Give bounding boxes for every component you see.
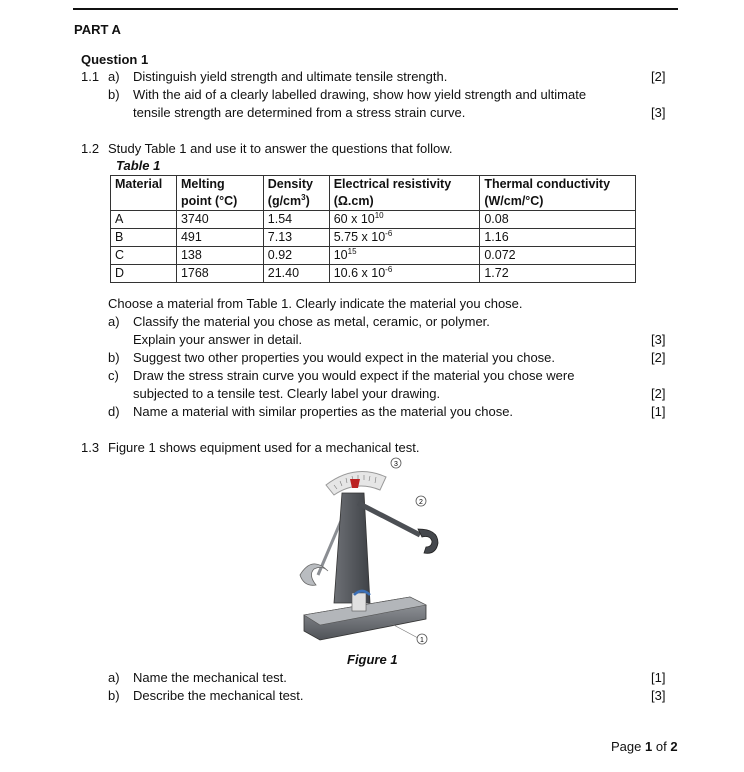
pendulum-hammer-left [300, 564, 328, 585]
cell-density: 7.13 [263, 229, 329, 247]
header-conductivity-l2: (W/cm/°C) [480, 193, 636, 211]
cell-conductivity: 1.72 [480, 265, 636, 283]
header-melting-l2: point (°C) [176, 193, 263, 211]
cell-resistivity: $10^{15}$ [329, 247, 480, 265]
q1-3-b-text: Describe the mechanical test. [133, 688, 304, 703]
callout-3 [391, 458, 401, 468]
q1-3-b-marks: [3] [651, 688, 666, 703]
table-caption: Table 1 [116, 158, 161, 173]
cell-conductivity: 0.072 [480, 247, 636, 265]
impact-tester-figure [290, 455, 440, 650]
table-row [111, 211, 636, 229]
part-title: PART A [74, 22, 121, 37]
callout-1 [390, 623, 427, 644]
q1-2-b-marks: [2] [651, 350, 666, 365]
header-density-l2: $(g/cm^3)$ [263, 193, 329, 211]
callout-2 [416, 496, 426, 506]
q1-3-intro: Figure 1 shows equipment used for a mechanical test. [108, 440, 420, 455]
q1-1-b-letter: b) [108, 87, 120, 102]
q1-2-a-letter: a) [108, 314, 120, 329]
q1-1-a-letter: a) [108, 69, 120, 84]
cell-material: A [111, 211, 177, 229]
header-melting-l1: Melting [176, 176, 263, 194]
svg-text:1: 1 [420, 637, 424, 644]
pendulum-hammer-right [418, 529, 438, 553]
q1-2-c-line1: Draw the stress strain curve you would expect if the material you chose were [133, 368, 575, 383]
cell-conductivity: 0.08 [480, 211, 636, 229]
cell-material: C [111, 247, 177, 265]
q1-2-d-letter: d) [108, 404, 120, 419]
q1-2-a-line1: Classify the material you chose as metal, ceramic, or polymer. [133, 314, 490, 329]
svg-text:3: 3 [394, 461, 398, 468]
header-material: Material [111, 176, 177, 194]
cell-melting: 138 [176, 247, 263, 265]
header-resistivity-l1: Electrical resistivity [329, 176, 480, 194]
q1-1-number: 1.1 [81, 69, 100, 84]
question-title: Question 1 [81, 52, 149, 67]
properties-table [110, 175, 636, 283]
table-row [111, 247, 636, 265]
svg-text:2: 2 [419, 499, 423, 506]
q1-2-a-line2: Explain your answer in detail. [133, 332, 303, 347]
table-row [111, 265, 636, 283]
header-density-l1: Density [263, 176, 329, 194]
top-rule [73, 8, 678, 10]
header-conductivity-l1: Thermal conductivity [480, 176, 636, 194]
table-row [111, 229, 636, 247]
q1-1-a-text: Distinguish yield strength and ultimate tensile strength. [133, 69, 448, 84]
cell-material: D [111, 265, 177, 283]
q1-3-a-letter: a) [108, 670, 120, 685]
q1-3-b-letter: b) [108, 688, 120, 703]
q1-2-d-text: Name a material with similar properties as the material you chose. [133, 404, 514, 419]
q1-3-a-text: Name the mechanical test. [133, 670, 287, 685]
cell-material: B [111, 229, 177, 247]
cell-density: 21.40 [263, 265, 329, 283]
q1-1-b-marks: [3] [651, 105, 666, 120]
page-footer: Page 1 of 2 [611, 739, 678, 754]
cell-density: 1.54 [263, 211, 329, 229]
q1-2-c-marks: [2] [651, 386, 666, 401]
cell-resistivity: 5.75 x $10^{-6}$ [329, 229, 480, 247]
q1-2-c-line2: subjected to a tensile test. Clearly label your drawing. [133, 386, 441, 401]
cell-conductivity: 1.16 [480, 229, 636, 247]
q1-1-b-line2: tensile strength are determined from a stress strain curve. [133, 105, 466, 120]
header-resistivity-l2: (Ω.cm) [329, 193, 480, 211]
specimen [352, 593, 366, 611]
cell-density: 0.92 [263, 247, 329, 265]
q1-2-b-text: Suggest two other properties you would expect in the material you chose. [133, 350, 556, 365]
q1-2-d-marks: [1] [651, 404, 666, 419]
machine-column [334, 493, 370, 603]
cell-melting: 1768 [176, 265, 263, 283]
q1-1-a-marks: [2] [651, 69, 666, 84]
header-material-blank [111, 193, 177, 211]
q1-2-choose: Choose a material from Table 1. Clearly indicate the material you chose. [108, 296, 523, 311]
q1-3-number: 1.3 [81, 440, 100, 455]
q1-2-c-letter: c) [108, 368, 119, 383]
q1-2-number: 1.2 [81, 141, 100, 156]
q1-2-a-marks: [3] [651, 332, 666, 347]
figure-caption: Figure 1 [347, 652, 398, 667]
cell-melting: 491 [176, 229, 263, 247]
cell-resistivity: 60 x $10^{10}$ [329, 211, 480, 229]
q1-1-b-line1: With the aid of a clearly labelled drawing, show how yield strength and ultimate [133, 87, 587, 102]
pendulum-arm-right [358, 503, 420, 535]
cell-resistivity: 10.6 x $10^{-6}$ [329, 265, 480, 283]
q1-3-a-marks: [1] [651, 670, 666, 685]
cell-melting: 3740 [176, 211, 263, 229]
q1-2-intro: Study Table 1 and use it to answer the questions that follow. [108, 141, 453, 156]
q1-2-b-letter: b) [108, 350, 120, 365]
